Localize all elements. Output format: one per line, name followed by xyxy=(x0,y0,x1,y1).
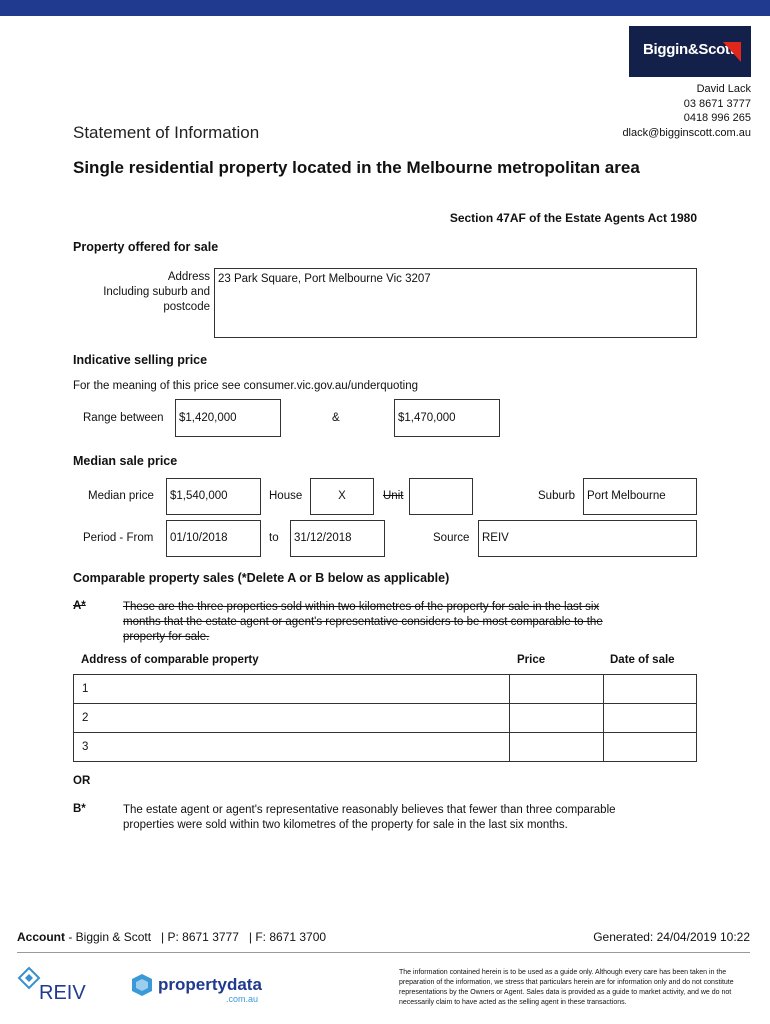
suburb-label: Suburb xyxy=(538,490,576,502)
propertydata-domain: .com.au xyxy=(226,994,259,1004)
price-low-field[interactable]: $1,420,000 xyxy=(175,399,281,437)
property-offered-heading: Property offered for sale xyxy=(73,240,219,254)
propertydata-logo xyxy=(130,971,270,1007)
agent-name: David Lack xyxy=(696,83,751,95)
logo-text: Biggin&Scott xyxy=(643,41,735,58)
house-label: House xyxy=(269,490,303,502)
price-high-field[interactable]: $1,470,000 xyxy=(394,399,500,437)
top-banner xyxy=(0,0,770,16)
col-price-header: Price xyxy=(517,654,546,666)
agent-phone: 03 8671 3777 xyxy=(683,97,751,110)
range-ampersand: & xyxy=(332,412,340,424)
source-field[interactable]: REIV xyxy=(478,520,697,557)
logo-flag-icon xyxy=(723,42,741,62)
period-from-field[interactable]: 01/10/2018 xyxy=(166,520,261,557)
disclaimer-text: The information contained herein is to be used as a guide only. Although every care has been taken in the preparation of the information, we stress that particulars herein are for information only and do not constitute representations by the Owners or Agent. Sales data is provided as a guide to market activity, and we do not necessarily claim to have acted as the selling agent in these transactions. xyxy=(399,969,734,1006)
biggin-scott-logo xyxy=(629,26,751,77)
reiv-text: REIV xyxy=(39,982,86,1004)
median-price-heading: Median sale price xyxy=(73,454,178,468)
row-address-cell[interactable]: 1 xyxy=(74,675,510,704)
row-price-cell[interactable] xyxy=(510,733,604,762)
section-reference: Section 47AF of the Estate Agents Act 1980 xyxy=(449,211,697,225)
option-a-line-3: property for sale. xyxy=(123,631,210,643)
agent-mobile: 0418 996 265 xyxy=(683,112,751,124)
row-price-cell[interactable] xyxy=(510,675,604,704)
option-a-line-1: These are the three properties sold within two kilometres of the property for sale in the last six xyxy=(123,601,600,613)
indicative-price-heading: Indicative selling price xyxy=(73,353,208,367)
median-price-label: Median price xyxy=(88,490,154,502)
house-checkbox[interactable]: X xyxy=(310,478,374,515)
address-label-line-3: postcode xyxy=(163,301,210,313)
comparable-sales-heading: Comparable property sales (*Delete A or B below as applicable) xyxy=(73,571,450,585)
statement-title: Statement of Information xyxy=(73,123,260,142)
period-to-field[interactable]: 31/12/2018 xyxy=(290,520,385,557)
source-label: Source xyxy=(433,532,470,544)
row-address-cell[interactable]: 2 xyxy=(74,704,510,733)
address-label-line-2: Including suburb and xyxy=(103,286,210,298)
col-address-header: Address of comparable property xyxy=(81,654,259,666)
table-row xyxy=(74,704,697,733)
option-b-text xyxy=(123,803,713,833)
table-row xyxy=(74,675,697,704)
row-address-cell[interactable]: 3 xyxy=(74,733,510,762)
period-label: Period - From xyxy=(83,532,154,544)
footer-account xyxy=(17,930,326,944)
address-field[interactable]: 23 Park Square, Port Melbourne Vic 3207 xyxy=(214,268,697,338)
option-b-label: B* xyxy=(73,803,86,815)
row-price-cell[interactable] xyxy=(510,704,604,733)
agent-contact xyxy=(622,82,751,140)
address-label-line-1: Address xyxy=(167,271,210,283)
median-price-field[interactable]: $1,540,000 xyxy=(166,478,261,515)
reiv-logo xyxy=(17,966,97,1006)
propertydata-text: propertydata xyxy=(158,975,262,994)
or-separator: OR xyxy=(73,775,91,787)
row-date-cell[interactable] xyxy=(604,675,697,704)
footer-divider xyxy=(17,952,750,953)
account-label: Account xyxy=(17,930,65,944)
row-date-cell[interactable] xyxy=(604,733,697,762)
suburb-field[interactable]: Port Melbourne xyxy=(583,478,697,515)
underquoting-note: For the meaning of this price see consumer.vic.gov.au/underquoting xyxy=(73,380,418,392)
range-label: Range between xyxy=(83,412,164,424)
option-a-text xyxy=(123,600,703,645)
comparable-sales-table xyxy=(73,674,697,762)
option-b-line-2: properties were sold within two kilometres of the property for sale in the last six months. xyxy=(123,819,568,831)
option-a-line-2: months that the estate agent or agent's representative considers to be most comparable to the xyxy=(123,616,603,628)
col-date-header: Date of sale xyxy=(610,654,675,666)
agent-email: dlack@bigginscott.com.au xyxy=(622,126,751,139)
page-title: Single residential property located in the Melbourne metropolitan area xyxy=(73,158,640,177)
row-date-cell[interactable] xyxy=(604,704,697,733)
option-b-line-1: The estate agent or agent's representative reasonably believes that fewer than three comparable xyxy=(123,804,616,816)
table-row xyxy=(74,733,697,762)
period-to-label: to xyxy=(269,532,279,544)
unit-checkbox[interactable] xyxy=(409,478,473,515)
option-a-label: A* xyxy=(73,600,86,612)
address-label xyxy=(60,270,210,315)
unit-label: Unit xyxy=(383,490,404,502)
account-details: - Biggin & Scott | P: 8671 3777 | F: 8671 3700 xyxy=(65,930,327,944)
propertydata-hex-icon xyxy=(130,973,154,997)
generated-timestamp: Generated: 24/04/2019 10:22 xyxy=(593,930,750,944)
